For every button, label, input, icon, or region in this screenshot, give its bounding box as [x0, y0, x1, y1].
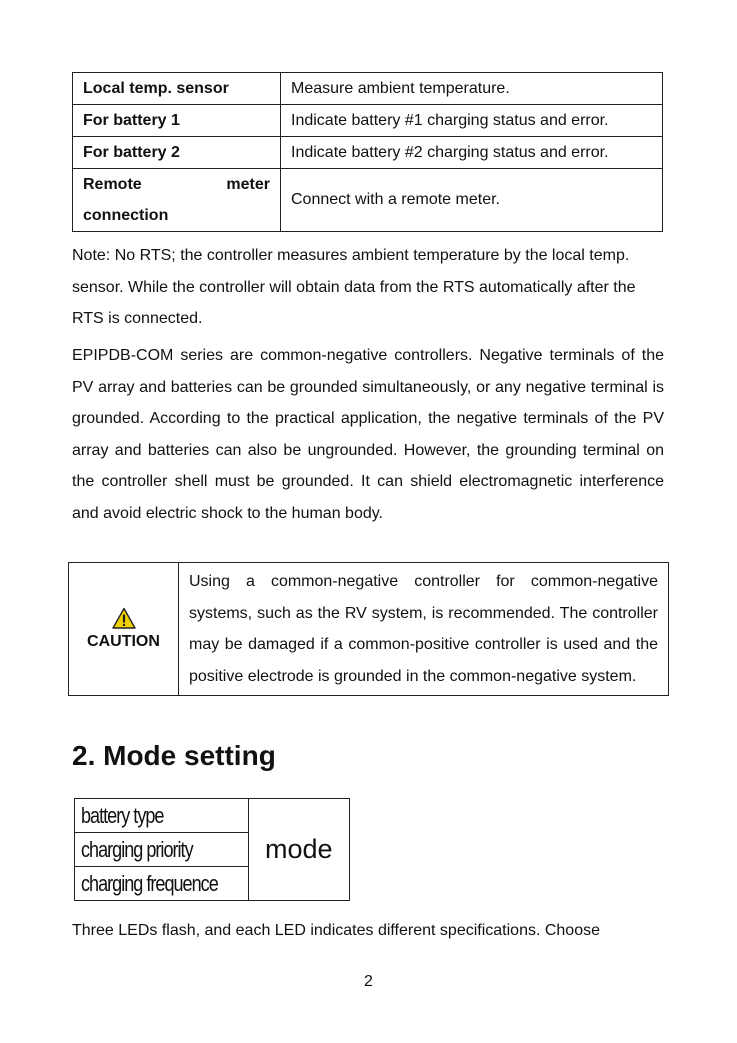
mode-option: charging frequence	[75, 867, 249, 901]
spec-value: Indicate battery #1 charging status and error.	[281, 105, 663, 137]
caution-label: CAUTION	[87, 633, 160, 650]
table-row	[73, 105, 663, 137]
body-paragraph: EPIPDB-COM series are common-negative controllers. Negative terminals of the PV array and batteries can be grounded simultaneously, or any negative terminal is grounded. According to the practical application, the negative terminals of the PV array and batteries can also be ungrounded. However, the grounding terminal on the controller shell must be grounded. It can shield electromagnetic interference and avoid electric shock to the human body.	[72, 347, 664, 522]
caution-box	[68, 562, 669, 696]
warning-triangle-icon	[112, 607, 136, 629]
spec-key-word: Remote	[83, 176, 142, 193]
spec-key: For battery 2	[73, 137, 281, 169]
page-number: 2	[364, 973, 373, 990]
spec-value: Indicate battery #2 charging status and error.	[281, 137, 663, 169]
mode-table	[74, 798, 350, 901]
caution-label-cell	[69, 563, 179, 696]
table-row	[73, 73, 663, 105]
caution-text: Using a common-negative controller for common-negative systems, such as the RV system, is recommended. The controller may be damaged if a common-positive controller is used and the positive electrode is grounded in the common-negative system.	[179, 563, 669, 696]
spec-key-word: meter	[226, 176, 270, 193]
section-heading: 2. Mode setting	[72, 740, 276, 771]
spec-key: For battery 1	[73, 105, 281, 137]
mode-option: battery type	[75, 799, 249, 833]
spec-key-word: connection	[83, 207, 169, 224]
spec-key: Local temp. sensor	[73, 73, 281, 105]
spec-key	[73, 169, 281, 232]
table-row	[73, 137, 663, 169]
note-paragraph: Note: No RTS; the controller measures ambient temperature by the local temp. sensor. While the controller will obtain data from the RTS automatically after the RTS is connected.	[72, 247, 636, 327]
spec-value: Connect with a remote meter.	[281, 169, 663, 232]
spec-value: Measure ambient temperature.	[281, 73, 663, 105]
body-paragraph-continued: Three LEDs flash, and each LED indicates different specifications. Choose	[72, 922, 600, 939]
table-row	[73, 169, 663, 232]
mode-label: mode	[248, 799, 349, 901]
mode-option: charging priority	[75, 833, 249, 867]
indicator-spec-table	[72, 72, 663, 232]
